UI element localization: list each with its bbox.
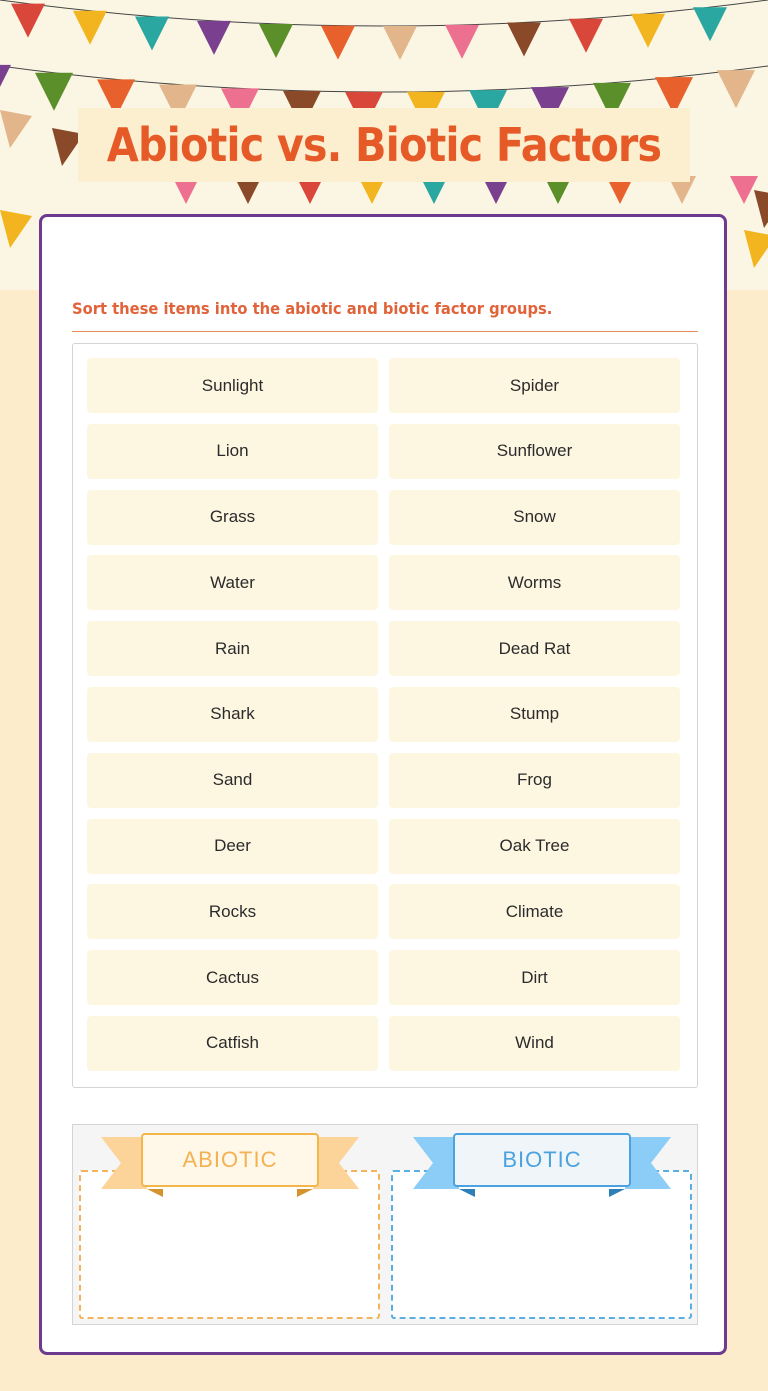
abiotic-ribbon: [101, 1133, 359, 1203]
pennant-flag: [0, 65, 11, 103]
pennant-flag: [0, 210, 32, 248]
sortable-item[interactable]: Grass: [87, 490, 378, 545]
sortable-item[interactable]: Dead Rat: [389, 621, 680, 676]
sortable-item[interactable]: Water: [87, 555, 378, 610]
pennant-flag: [717, 70, 755, 108]
sortable-item[interactable]: Spider: [389, 358, 680, 413]
sortable-item[interactable]: Rain: [87, 621, 378, 676]
sortable-item[interactable]: Dirt: [389, 950, 680, 1005]
sortable-item[interactable]: Climate: [389, 884, 680, 939]
sortable-item[interactable]: Oak Tree: [389, 819, 680, 874]
page-title: Abiotic vs. Biotic Factors: [106, 118, 662, 172]
biotic-label: BIOTIC: [453, 1133, 631, 1187]
pennant-flag: [321, 26, 355, 60]
sortable-item[interactable]: Worms: [389, 555, 680, 610]
pennant-flag: [445, 25, 479, 59]
pennant-flag: [693, 7, 727, 41]
pennant-flag: [631, 14, 665, 48]
sortable-item[interactable]: Lion: [87, 424, 378, 479]
biotic-ribbon: [413, 1133, 671, 1203]
pennant-flag: [35, 73, 73, 111]
sortable-item[interactable]: Frog: [389, 753, 680, 808]
pennant-flag: [754, 190, 768, 228]
instruction-text: Sort these items into the abiotic and biotic factor groups.: [72, 299, 553, 318]
sortable-item[interactable]: Cactus: [87, 950, 378, 1005]
sortable-item[interactable]: Rocks: [87, 884, 378, 939]
sortable-item[interactable]: Wind: [389, 1016, 680, 1071]
pennant-flag: [0, 110, 32, 148]
items-pool: [72, 343, 698, 1088]
sort-area: [72, 1124, 698, 1325]
pennant-flag: [569, 19, 603, 53]
sortable-item[interactable]: Sunflower: [389, 424, 680, 479]
pennant-flag: [259, 24, 293, 58]
divider: [72, 331, 698, 332]
sortable-item[interactable]: Snow: [389, 490, 680, 545]
pennant-flag: [730, 176, 758, 204]
pennant-flag: [383, 26, 417, 60]
sortable-item[interactable]: Deer: [87, 819, 378, 874]
sortable-item[interactable]: Stump: [389, 687, 680, 742]
sortable-item[interactable]: Sunlight: [87, 358, 378, 413]
abiotic-label: ABIOTIC: [141, 1133, 319, 1187]
worksheet-card: [39, 214, 727, 1355]
pennant-flag: [11, 4, 45, 38]
title-plate: [78, 108, 690, 182]
sortable-item[interactable]: Shark: [87, 687, 378, 742]
pennant-flag: [73, 11, 107, 45]
pennant-flag: [135, 17, 169, 51]
pennant-flag: [744, 230, 768, 268]
pennant-flag: [197, 21, 231, 55]
pennant-flag: [507, 23, 541, 57]
sortable-item[interactable]: Catfish: [87, 1016, 378, 1071]
sortable-item[interactable]: Sand: [87, 753, 378, 808]
